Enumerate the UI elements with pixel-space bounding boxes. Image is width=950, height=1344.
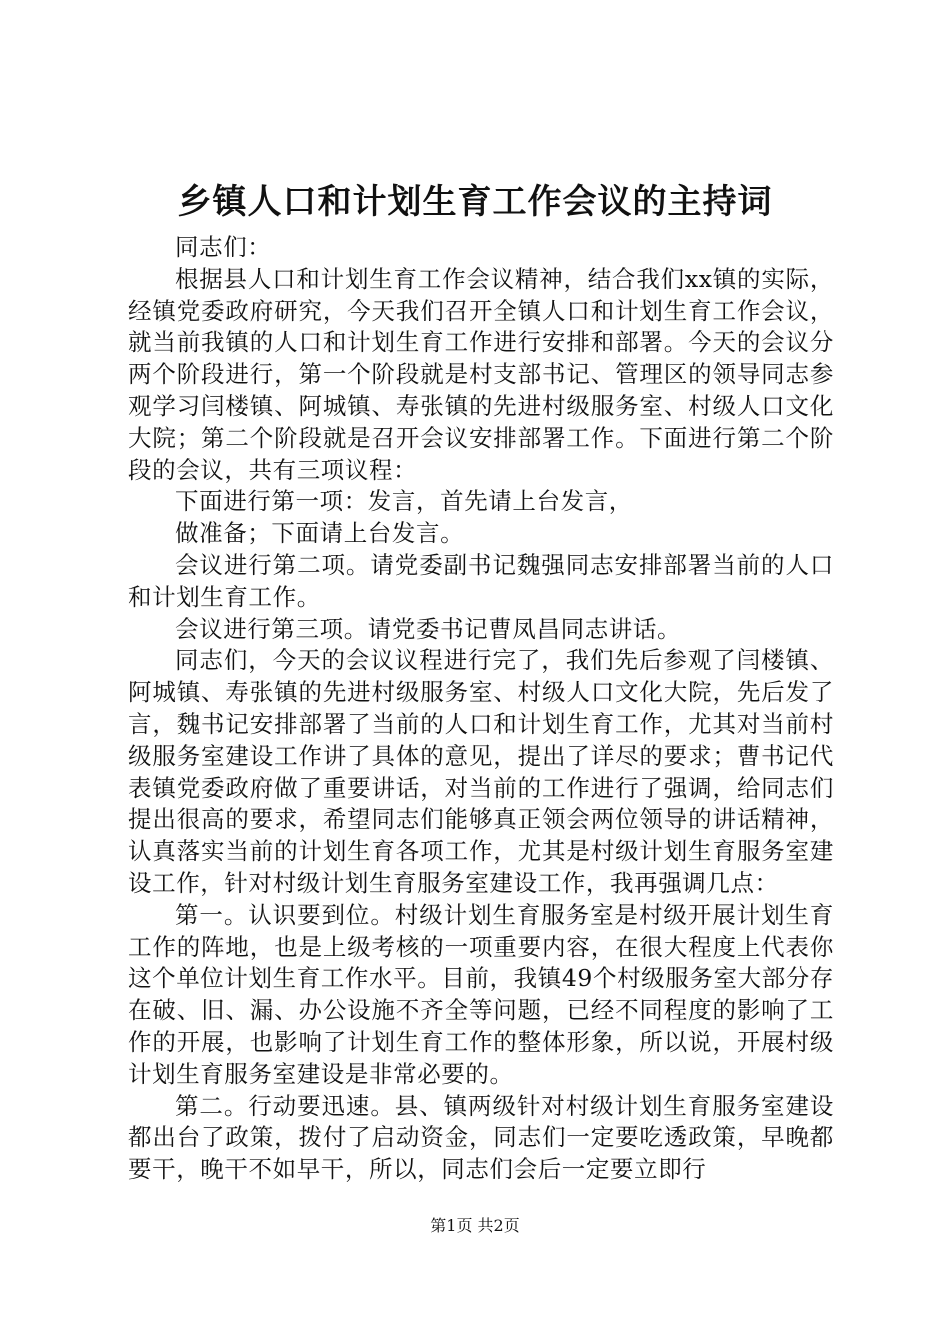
salutation-paragraph: 同志们： (175, 233, 272, 261)
intro-paragraph: 根据县人口和计划生育工作会议精神，结合我们xx镇的实际，经镇党委政府研究，今天我们召开全镇人口和计划生育工作会议，就当前我镇的人口和计划生育工作进行安排和部署。今天的会议分两个阶段进行，第一个阶段就是村支部书记、管理区的领导同志参观学习闫楼镇、阿城镇、寿张镇的先进村级服务室、村级人口文化大院；第二个阶段就是召开会议安排部署工作。下面进行第二个阶段的会议，共有三项议程： (128, 264, 834, 484)
agenda-item-1-paragraph: 下面进行第一项：发言，首先请上台发言， (175, 487, 633, 516)
point-two-paragraph: 第二。行动要迅速。县、镇两级针对村级计划生育服务室建设都出台了政策，拨付了启动资金，同志们一定要吃透政策，早晚都要干，晚干不如早干，所以，同志们会后一定要立即行 (128, 1091, 834, 1184)
agenda-item-3-paragraph: 会议进行第三项。请党委书记曹凤昌同志讲话。 (175, 614, 682, 643)
document-body (128, 232, 834, 1186)
agenda-item-2-paragraph: 会议进行第二项。请党委副书记魏强同志安排部署当前的人口和计划生育工作。 (128, 550, 834, 611)
page-number-footer: 第1页 共2页 (430, 1216, 520, 1235)
summary-paragraph: 同志们，今天的会议议程进行完了，我们先后参观了闫楼镇、阿城镇、寿张镇的先进村级服务室、村级人口文化大院，先后发了言，魏书记安排部署了当前的人口和计划生育工作，尤其对当前村级服务室建设工作讲了具体的意见，提出了详尽的要求；曹书记代表镇党委政府做了重要讲话，对当前的工作进行了强调，给同志们提出很高的要求，希望同志们能够真正领会两位领导的讲话精神，认真落实当前的计划生育各项工作，尤其是村级计划生育服务室建设工作，针对村级计划生育服务室建设工作，我再强调几点： (128, 646, 834, 897)
document-title: 乡镇人口和计划生育工作会议的主持词 (177, 182, 773, 222)
agenda-item-1-continued-paragraph: 做准备；下面请上台发言。 (175, 519, 465, 548)
point-one-paragraph: 第一。认识要到位。村级计划生育服务室是村级开展计划生育工作的阵地，也是上级考核的一项重要内容，在很大程度上代表你这个单位计划生育工作水平。目前，我镇49个村级服务室大部分存在破、旧、漏、办公设施不齐全等问题，已经不同程度的影响了工作的开展，也影响了计划生育工作的整体形象，所以说，开展村级计划生育服务室建设是非常必要的。 (128, 900, 834, 1088)
